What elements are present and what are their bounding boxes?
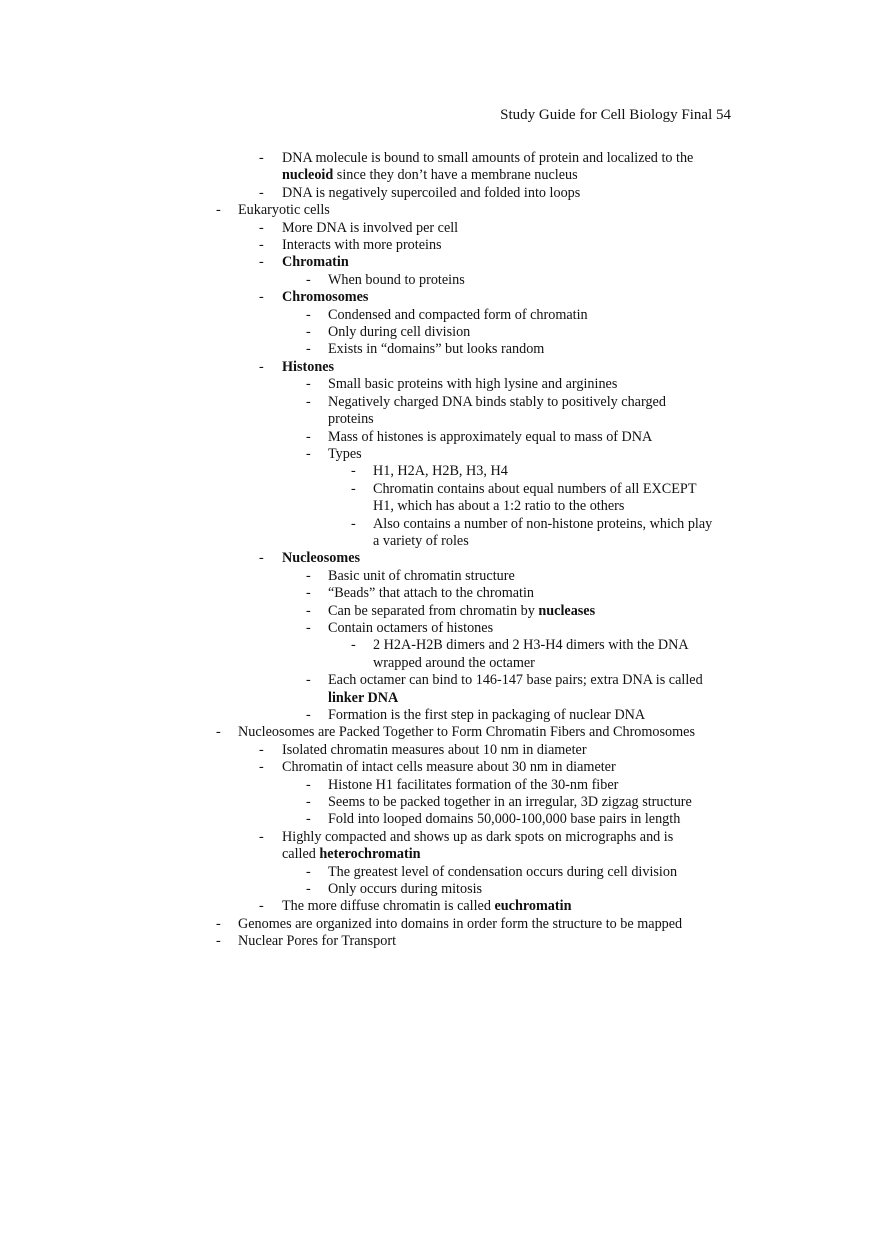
- outline-line: [216, 568, 736, 585]
- bullet-dash: -: [306, 567, 311, 584]
- outline-line: [216, 864, 736, 881]
- line-text: H1, H2A, H2B, H3, H4: [373, 463, 508, 480]
- outline-line: [216, 777, 736, 794]
- outline-line: [216, 724, 736, 741]
- bullet-dash: -: [306, 428, 311, 445]
- bold-term: euchromatin: [494, 898, 572, 915]
- outline-line: [216, 167, 736, 184]
- outline-line: [216, 916, 736, 933]
- line-text: When bound to proteins: [328, 271, 465, 288]
- line-text: a variety of roles: [373, 532, 469, 549]
- bullet-dash: -: [351, 480, 356, 497]
- outline-line: [216, 498, 736, 515]
- outline-line: [216, 254, 736, 271]
- line-text: Formation is the first step in packaging of nuclear DNA: [328, 707, 646, 723]
- bullet-dash: -: [306, 602, 311, 619]
- bullet-dash: -: [351, 637, 356, 654]
- outline-line: [216, 829, 736, 846]
- line-text: proteins: [328, 411, 374, 428]
- outline-line: [216, 359, 736, 376]
- line-text: Types: [328, 445, 362, 462]
- bullet-dash: -: [216, 933, 221, 950]
- outline-line: [216, 220, 736, 237]
- bullet-dash: -: [306, 794, 311, 811]
- outline-line: [216, 481, 736, 498]
- outline-line: [216, 237, 736, 254]
- outline-line: [216, 376, 736, 393]
- outline-line: [216, 307, 736, 324]
- bullet-dash: -: [259, 219, 264, 236]
- line-text: H1, which has about a 1:2 ratio to the others: [373, 498, 625, 515]
- outline-line: [216, 707, 736, 724]
- outline-line: [216, 655, 736, 672]
- page-header: Study Guide for Cell Biology Final 54: [500, 107, 731, 123]
- line-text: Genomes are organized into domains in order form the structure to be mapped: [238, 915, 683, 932]
- line-text: “Beads” that attach to the chromatin: [328, 585, 535, 602]
- line-text: Only occurs during mitosis: [328, 881, 483, 898]
- outline-line: [216, 933, 736, 950]
- line-text: Seems to be packed together in an irregular, 3D zigzag structure: [328, 794, 692, 811]
- outline-line: [216, 742, 736, 759]
- bold-term: Histones: [282, 358, 335, 375]
- outline-line: [216, 794, 736, 811]
- bold-term: Chromosomes: [282, 289, 369, 306]
- outline-content: [216, 150, 736, 951]
- outline-line: [216, 446, 736, 463]
- outline-line: [216, 811, 736, 828]
- line-text: Eukaryotic cells: [238, 202, 330, 219]
- line-text: Condensed and compacted form of chromatin: [328, 306, 588, 323]
- line-text: DNA is negatively supercoiled and folded into loops: [282, 184, 581, 201]
- line-text: Chromatin of intact cells measure about 30 nm in diameter: [282, 759, 616, 776]
- line-text: Small basic proteins with high lysine and arginines: [328, 376, 618, 393]
- bullet-dash: -: [306, 324, 311, 341]
- bullet-dash: -: [259, 828, 264, 845]
- line-text: wrapped around the octamer: [373, 654, 535, 671]
- outline-line: [216, 150, 736, 167]
- outline-line: [216, 185, 736, 202]
- line-text: The more diffuse chromatin is called: [282, 898, 495, 915]
- line-text: Fold into looped domains 50,000-100,000 base pairs in length: [328, 811, 681, 828]
- bullet-dash: -: [306, 776, 311, 793]
- outline-line: [216, 637, 736, 654]
- bullet-dash: -: [259, 237, 264, 254]
- bullet-dash: -: [216, 915, 221, 932]
- line-text: Can be separated from chromatin by: [328, 602, 539, 619]
- outline-line: [216, 516, 736, 533]
- outline-line: [216, 620, 736, 637]
- outline-line: [216, 202, 736, 219]
- bullet-dash: -: [306, 811, 311, 828]
- bullet-dash: -: [259, 289, 264, 306]
- outline-line: [216, 603, 736, 620]
- outline-line: [216, 759, 736, 776]
- bullet-dash: -: [306, 672, 311, 689]
- bullet-dash: -: [306, 271, 311, 288]
- line-text: Contain octamers of histones: [328, 619, 494, 636]
- line-text: 2 H2A-H2B dimers and 2 H3-H4 dimers with the DNA: [373, 637, 689, 654]
- bold-term: Nucleosomes: [282, 550, 361, 567]
- outline-line: [216, 463, 736, 480]
- outline-line: [216, 289, 736, 306]
- outline-line: [216, 272, 736, 289]
- bullet-dash: -: [351, 463, 356, 480]
- bold-term: linker DNA: [328, 689, 399, 706]
- bullet-dash: -: [259, 358, 264, 375]
- bullet-dash: -: [306, 306, 311, 323]
- bullet-dash: -: [259, 741, 264, 758]
- bullet-dash: -: [259, 184, 264, 201]
- line-text: The greatest level of condensation occurs during cell division: [328, 863, 678, 880]
- line-text: Exists in “domains” but looks random: [328, 341, 545, 358]
- bullet-dash: -: [306, 619, 311, 636]
- bullet-dash: -: [259, 759, 264, 776]
- bullet-dash: -: [259, 150, 264, 166]
- line-text: Negatively charged DNA binds stably to positively charged: [328, 393, 666, 410]
- bold-term: nucleases: [538, 602, 596, 619]
- line-text: Chromatin contains about equal numbers of all EXCEPT: [373, 480, 697, 497]
- bullet-dash: -: [306, 863, 311, 880]
- outline-line: [216, 394, 736, 411]
- outline-line: [216, 846, 736, 863]
- bullet-dash: -: [306, 445, 311, 462]
- line-text: Each octamer can bind to 146-147 base pairs; extra DNA is called: [328, 672, 703, 689]
- bullet-dash: -: [306, 585, 311, 602]
- bullet-dash: -: [259, 254, 264, 271]
- outline-line: [216, 550, 736, 567]
- line-text: Interacts with more proteins: [282, 237, 442, 254]
- bold-term: heterochromatin: [319, 846, 421, 863]
- line-text: Highly compacted and shows up as dark spots on micrographs and is: [282, 828, 674, 845]
- line-text: Only during cell division: [328, 324, 471, 341]
- bold-term: nucleoid: [282, 167, 334, 184]
- line-text: Nuclear Pores for Transport: [238, 933, 397, 950]
- bullet-dash: -: [259, 550, 264, 567]
- line-text: Nucleosomes are Packed Together to Form Chromatin Fibers and Chromosomes: [238, 724, 695, 741]
- line-text: Histone H1 facilitates formation of the 30-nm fiber: [328, 776, 619, 793]
- outline-line: [216, 898, 736, 915]
- bullet-dash: -: [216, 202, 221, 219]
- outline-line: [216, 411, 736, 428]
- outline-line: [216, 533, 736, 550]
- bullet-dash: -: [306, 376, 311, 393]
- bullet-dash: -: [306, 341, 311, 358]
- outline-line: [216, 881, 736, 898]
- bold-term: Chromatin: [282, 254, 349, 271]
- bullet-dash: -: [306, 393, 311, 410]
- line-text: DNA molecule is bound to small amounts of protein and localized to the: [282, 150, 694, 166]
- line-text: Isolated chromatin measures about 10 nm in diameter: [282, 741, 587, 758]
- line-text: Also contains a number of non-histone proteins, which play: [373, 515, 713, 532]
- outline-line: [216, 429, 736, 446]
- line-text: Mass of histones is approximately equal to mass of DNA: [328, 428, 653, 445]
- bullet-dash: -: [306, 881, 311, 898]
- outline-line: [216, 690, 736, 707]
- line-text: Basic unit of chromatin structure: [328, 567, 515, 584]
- outline-line: [216, 341, 736, 358]
- line-text: since they don’t have a membrane nucleus: [333, 167, 578, 184]
- bullet-dash: -: [259, 898, 264, 915]
- line-text: More DNA is involved per cell: [282, 219, 459, 236]
- outline-line: [216, 672, 736, 689]
- bullet-dash: -: [216, 724, 221, 741]
- outline-line: [216, 585, 736, 602]
- outline-line: [216, 324, 736, 341]
- line-text: called: [282, 846, 320, 863]
- bullet-dash: -: [351, 515, 356, 532]
- bullet-dash: -: [306, 707, 311, 723]
